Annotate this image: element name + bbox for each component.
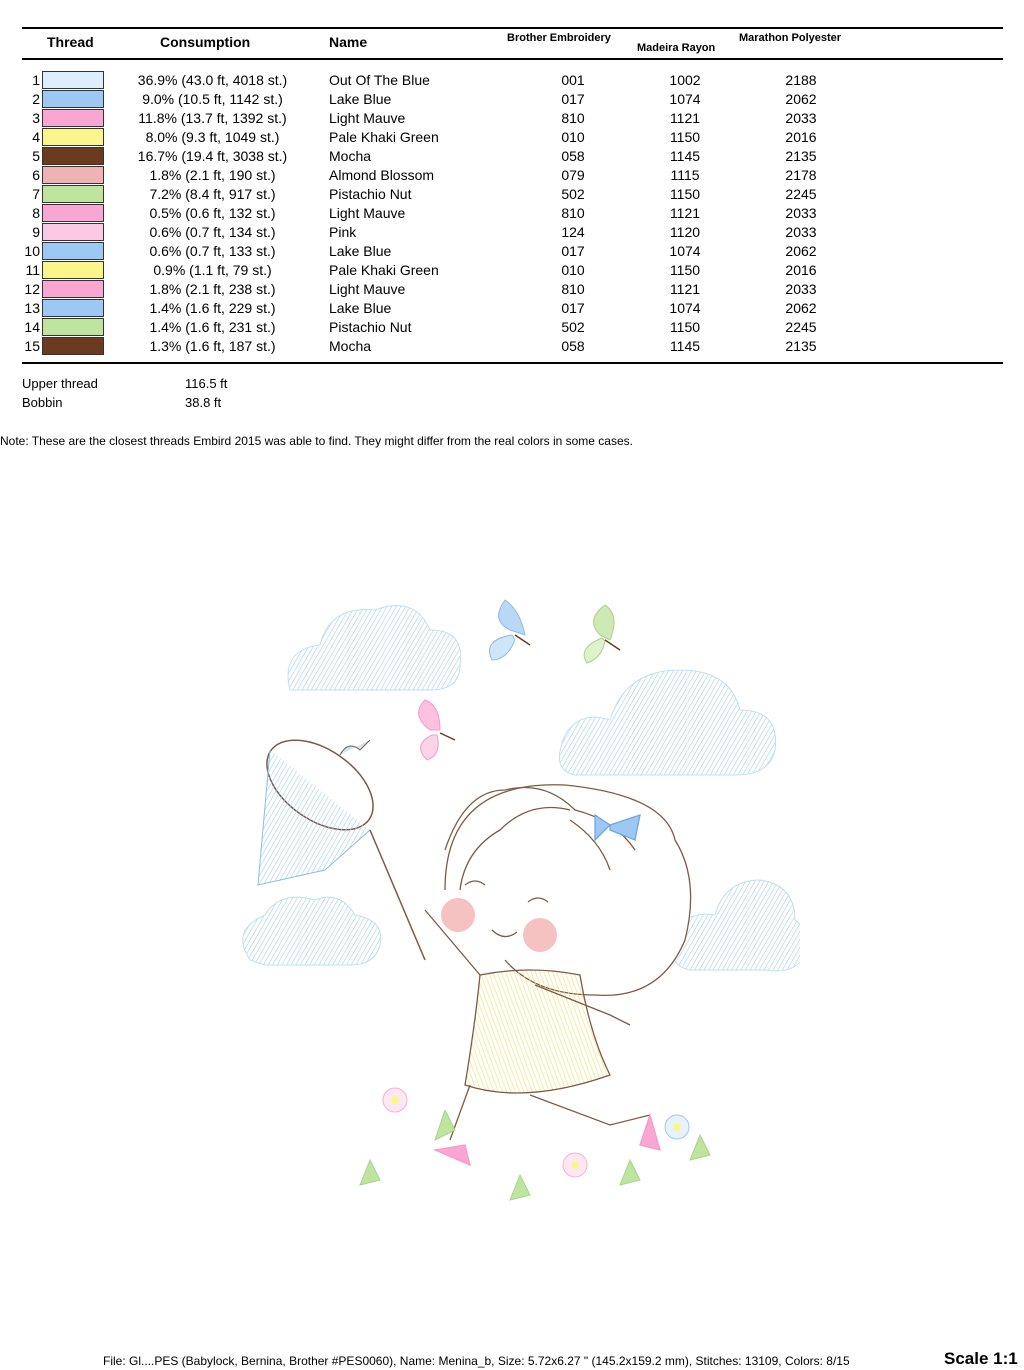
thread-color-swatch: [42, 204, 104, 222]
thread-marathon-code: 2033: [785, 205, 817, 221]
thread-marathon-code: 2188: [785, 72, 817, 88]
butterfly-icon: [584, 605, 620, 663]
header-name: Name: [329, 34, 368, 50]
thread-madeira-code: 1150: [669, 186, 701, 202]
cloud-icon: [243, 897, 381, 965]
header-marathon: Marathon Polyester: [739, 32, 842, 44]
bobbin-value: 38.8 ft: [185, 395, 222, 410]
thread-color-swatch: [42, 318, 104, 336]
header-brother: Brother Embroidery: [507, 32, 611, 44]
thread-row: [0, 166, 1024, 185]
thread-brother-code: 010: [561, 262, 585, 278]
thread-marathon-code: 2062: [785, 91, 817, 107]
thread-madeira-code: 1150: [669, 262, 701, 278]
thread-madeira-code: 1145: [669, 148, 701, 164]
thread-name: Lake Blue: [329, 243, 392, 259]
scale-label: Scale 1:1: [944, 1349, 1018, 1368]
thread-color-swatch: [42, 185, 104, 203]
thread-index: 1: [32, 72, 40, 88]
thread-brother-code: 502: [561, 186, 585, 202]
thread-consumption: 1.8% (2.1 ft, 238 st.): [149, 281, 276, 297]
thread-row: [0, 337, 1024, 356]
thread-consumption: 0.6% (0.7 ft, 134 st.): [149, 224, 276, 240]
thread-marathon-code: 2033: [785, 224, 817, 240]
thread-name: Pale Khaki Green: [329, 129, 439, 145]
thread-marathon-code: 2016: [785, 129, 817, 145]
thread-color-swatch: [42, 261, 104, 279]
thread-marathon-code: 2033: [785, 281, 817, 297]
thread-index: 9: [32, 224, 40, 240]
thread-name: Light Mauve: [329, 281, 406, 297]
thread-marathon-code: 2062: [785, 243, 817, 259]
thread-brother-code: 010: [561, 129, 585, 145]
table-header-rule: [22, 58, 1003, 60]
thread-consumption: 1.3% (1.6 ft, 187 st.): [149, 338, 276, 354]
thread-row: [0, 242, 1024, 261]
thread-color-swatch: [42, 128, 104, 146]
thread-name: Almond Blossom: [329, 167, 435, 183]
thread-name: Mocha: [329, 148, 372, 164]
thread-color-swatch: [42, 166, 104, 184]
upper-thread-value: 116.5 ft: [185, 376, 228, 391]
thread-name: Pistachio Nut: [329, 186, 412, 202]
thread-brother-code: 017: [561, 91, 585, 107]
thread-madeira-code: 1074: [669, 91, 701, 107]
cloud-icon: [672, 880, 800, 971]
thread-row: [0, 185, 1024, 204]
thread-index: 7: [32, 186, 40, 202]
file-info-footer: File: Gl....PES (Babylock, Bernina, Brother #PES0060), Name: Menina_b, Size: 5.72x6.27 " (145.2x159.2 mm), Stitches: 13109, Colors: 8/15: [103, 1354, 850, 1368]
thread-madeira-code: 1150: [669, 129, 701, 145]
butterfly-icon: [490, 600, 531, 660]
thread-index: 6: [32, 167, 40, 183]
thread-consumption: 7.2% (8.4 ft, 917 st.): [149, 186, 276, 202]
bobbin-label: Bobbin: [22, 395, 63, 410]
thread-row: [0, 299, 1024, 318]
thread-color-swatch: [42, 223, 104, 241]
thread-marathon-code: 2245: [785, 186, 817, 202]
thread-marathon-code: 2245: [785, 319, 817, 335]
thread-name: Light Mauve: [329, 110, 406, 126]
thread-consumption: 16.7% (19.4 ft, 3038 st.): [137, 148, 288, 164]
note-text: Note: These are the closest threads Embird 2015 was able to find. They might differ from the real colors in some cases.: [0, 434, 633, 448]
thread-name: Lake Blue: [329, 300, 392, 316]
thread-index: 10: [24, 243, 40, 259]
thread-madeira-code: 1120: [669, 224, 701, 240]
thread-color-swatch: [42, 90, 104, 108]
thread-marathon-code: 2178: [785, 167, 817, 183]
thread-row: [0, 280, 1024, 299]
thread-marathon-code: 2135: [785, 148, 817, 164]
thread-color-swatch: [42, 147, 104, 165]
thread-color-swatch: [42, 109, 104, 127]
butterfly-icon: [419, 700, 455, 760]
thread-brother-code: 079: [561, 167, 585, 183]
flower-icon: [665, 1115, 689, 1139]
thread-row: [0, 147, 1024, 166]
thread-row: [0, 318, 1024, 337]
thread-index: 14: [24, 319, 40, 335]
thread-row: [0, 204, 1024, 223]
thread-madeira-code: 1002: [669, 72, 701, 88]
thread-color-swatch: [42, 299, 104, 317]
thread-brother-code: 810: [561, 205, 585, 221]
thread-madeira-code: 1121: [669, 110, 701, 126]
thread-brother-code: 017: [561, 300, 585, 316]
thread-madeira-code: 1074: [669, 243, 701, 259]
thread-consumption: 1.4% (1.6 ft, 229 st.): [149, 300, 276, 316]
flower-icon: [383, 1088, 407, 1112]
thread-madeira-code: 1115: [670, 167, 700, 183]
thread-row: [0, 109, 1024, 128]
cloud-icon: [288, 606, 461, 691]
flower-icon: [563, 1153, 587, 1177]
thread-consumption: 8.0% (9.3 ft, 1049 st.): [145, 129, 280, 145]
table-top-rule: [22, 27, 1003, 29]
thread-index: 8: [32, 205, 40, 221]
embroidery-design-preview: [230, 590, 800, 1210]
thread-madeira-code: 1074: [669, 300, 701, 316]
thread-consumption: 0.5% (0.6 ft, 132 st.): [149, 205, 276, 221]
thread-brother-code: 058: [561, 148, 585, 164]
upper-thread-label: Upper thread: [22, 376, 98, 391]
thread-madeira-code: 1145: [669, 338, 701, 354]
thread-color-swatch: [42, 71, 104, 89]
thread-row: [0, 223, 1024, 242]
thread-consumption: 11.8% (13.7 ft, 1392 st.): [138, 110, 287, 126]
thread-color-swatch: [42, 280, 104, 298]
thread-name: Pistachio Nut: [329, 319, 412, 335]
table-bottom-rule: [22, 362, 1003, 364]
thread-brother-code: 502: [561, 319, 585, 335]
thread-madeira-code: 1150: [669, 319, 701, 335]
thread-index: 13: [24, 300, 40, 316]
thread-marathon-code: 2062: [785, 300, 817, 316]
thread-marathon-code: 2016: [785, 262, 817, 278]
thread-consumption: 0.9% (1.1 ft, 79 st.): [153, 262, 272, 278]
thread-index: 12: [24, 281, 40, 297]
thread-marathon-code: 2135: [785, 338, 817, 354]
thread-name: Pink: [329, 224, 357, 240]
thread-brother-code: 001: [561, 72, 585, 88]
thread-index: 15: [24, 338, 40, 354]
thread-name: Mocha: [329, 338, 372, 354]
thread-consumption: 1.4% (1.6 ft, 231 st.): [149, 319, 276, 335]
thread-brother-code: 058: [561, 338, 585, 354]
header-consumption: Consumption: [160, 34, 251, 50]
thread-row: [0, 71, 1024, 90]
thread-brother-code: 810: [561, 281, 585, 297]
thread-madeira-code: 1121: [669, 205, 701, 221]
thread-color-swatch: [42, 337, 104, 355]
girl-figure: [425, 785, 691, 1165]
thread-index: 3: [32, 110, 40, 126]
header-madeira: Madeira Rayon: [637, 42, 716, 54]
thread-name: Light Mauve: [329, 205, 406, 221]
grass-icon: [360, 1110, 710, 1200]
thread-madeira-code: 1121: [669, 281, 701, 297]
thread-index: 4: [32, 129, 40, 145]
thread-color-swatch: [42, 242, 104, 260]
thread-row: [0, 261, 1024, 280]
thread-name: Out Of The Blue: [329, 72, 430, 88]
thread-consumption: 1.8% (2.1 ft, 190 st.): [149, 167, 276, 183]
thread-row: [0, 128, 1024, 147]
thread-index: 2: [32, 91, 40, 107]
thread-brother-code: 124: [561, 224, 585, 240]
thread-row: [0, 90, 1024, 109]
thread-consumption: 36.9% (43.0 ft, 4018 st.): [137, 72, 288, 88]
thread-name: Pale Khaki Green: [329, 262, 439, 278]
thread-name: Lake Blue: [329, 91, 392, 107]
thread-brother-code: 017: [561, 243, 585, 259]
thread-index: 11: [25, 262, 40, 278]
thread-consumption: 9.0% (10.5 ft, 1142 st.): [142, 91, 283, 107]
header-thread: Thread: [47, 34, 94, 50]
thread-brother-code: 810: [561, 110, 585, 126]
cloud-icon: [559, 670, 775, 775]
thread-marathon-code: 2033: [785, 110, 817, 126]
thread-index: 5: [32, 148, 40, 164]
thread-consumption: 0.6% (0.7 ft, 133 st.): [149, 243, 276, 259]
